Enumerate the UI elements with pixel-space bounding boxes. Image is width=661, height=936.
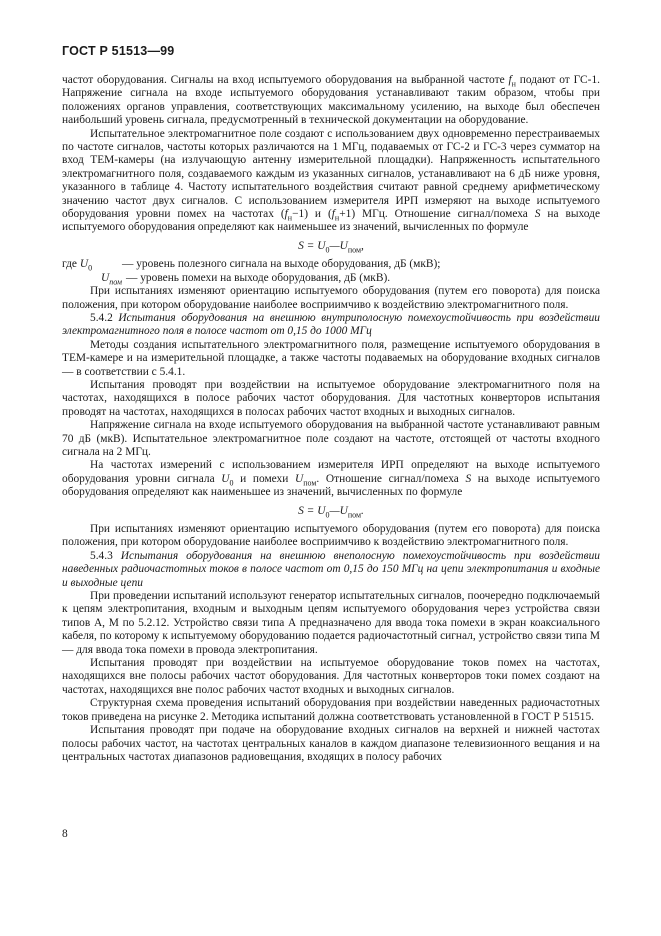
definition-u0: где $U_0$ — уровень полезного сигнала на выходе оборудования, дБ (мкВ); bbox=[62, 258, 441, 273]
section-5-4-3-heading: 5.4.3 Испытания оборудования на внешнюю внеполосную помехоустойчивость при воздействии наведенных радиочастотных токов в полосе частот от 0,15 до 150 МГц на цепи электропитания и входные и выходные цепи bbox=[62, 549, 600, 589]
paragraph-6: Напряжение сигнала на входе испытуемого оборудования на выбранной частоте устанавливают равным 70 дБ (мкВ). Испытательное электромагнитное поле создают на частоте, отстоящей от частоты входного сигнала на 2 МГц. bbox=[62, 419, 600, 458]
paragraph-3: При испытаниях изменяют ориентацию испытуемого оборудования (путем его поворота) для поиска положения, при котором оборудование наиболее восприимчиво к воздействию электромагнитного поля. bbox=[62, 285, 600, 311]
document-body bbox=[62, 74, 600, 764]
paragraph-12: Испытания проводят при подаче на оборудование входных сигналов на верхней и нижней частотах полосы рабочих частот, на частотах центральных каналов в каждом диапазоне телевизионного вещания и на центральных частотах диапазонов радиовещания, входящих в полосу рабочих bbox=[62, 724, 600, 763]
paragraph-11: Структурная схема проведения испытаний оборудования при воздействии наведенных радиочастотных токов приведена на рисунке 2. Методика испытаний должна соответствовать установленной в ГОСТ Р 51515. bbox=[62, 697, 600, 723]
paragraph-10: Испытания проводят при воздействии на испытуемое оборудование токов помех на частотах, находящихся вне полосы рабочих частот оборудования. Для частотных конверторов токи помех создают на частотах, находящихся вне полос рабочих частот входных и выходных сигналов. bbox=[62, 657, 600, 696]
paragraph-9: При проведении испытаний используют генератор испытательных сигналов, поочередно подключаемый к цепям электропитания, входным и выходным цепям испытуемого оборудования через устройства связи типов А, М по 5.2.12. Устройство связи типа А предназначено для ввода тока помехи в экран коаксиального кабеля, по которому к испытуемому оборудованию подается радиочастотный сигнал, устройство связи типа М — для ввода тока помехи в провода электропитания. bbox=[62, 590, 600, 656]
definition-upom: $U_{пом}$ — уровень помехи на выходе оборудования, дБ (мкВ). bbox=[100, 271, 391, 286]
paragraph-7: На частотах измерений с использованием измерителя ИРП определяют на выходе испытуемого оборудования уровни сигнала $U_0$ и помехи $U_{пом}$. Отношение сигнал/помеха S на выходе испытуемого оборудования определяют как наименьшее из значений, вычисленных по формуле bbox=[62, 459, 601, 499]
paragraph-4: Методы создания испытательного электромагнитного поля, размещение испытуемого оборудования в ТЕМ-камере и на измерительной площадке, а также частоты подаваемых на оборудование входных сигналов — в соответствии с 5.4.1. bbox=[62, 338, 600, 378]
section-5-4-2-heading: 5.4.2 Испытания оборудования на внешнюю внутриполосную помехоустойчивость при воздействии электромагнитного поля в полосе частот от 0,15 до 1000 МГц bbox=[62, 311, 600, 338]
document-header: ГОСТ Р 51513—99 bbox=[62, 44, 175, 58]
paragraph-8: При испытаниях изменяют ориентацию испытуемого оборудования (путем его поворота) для поиска положения, при котором оборудование наиболее восприимчиво к воздействию электромагнитного поля. bbox=[62, 523, 600, 549]
paragraph-1: частот оборудования. Сигналы на вход испытуемого оборудования на выбранной частоте $f_н$ подают от ГС-1. Напряжение сигнала на входе испытуемого оборудования устанавливают таким образом, чтобы при положениях органов управления, соответствующих максимальному усилению, на выходе был обеспечен наибольший уровень сигнала, предусмотренный в технической документации на оборудование. bbox=[62, 74, 600, 127]
paragraph-2: Испытательное электромагнитное поле создают с использованием двух одновременно перестраиваемых по частоте сигналов, частоты которых различаются на 1 МГц, подаваемых от ГС-2 и ГС-3 через сумматор на вход ТЕМ-камеры (на излучающую антенну измерительной площадки). Напряженность испытательного электромагнитного поля, создаваемого каждым из указанных сигналов, устанавливают на 6 дБ ниже уровня, указанного в таблице 4. Частоту испытательного воздействия считают равной среднему арифметическому значению частот двух сигналов. С использованием измерителя ИРП измеряют на выходе испытуемого оборудования уровни помех на частотах $(f_н-1)$ и $(f_н+1)$ МГц. Отношение сигнал/помеха S на выходе испытуемого оборудования определяют как наименьшее из значений, вычисленных по формуле bbox=[62, 127, 601, 234]
page-number: 8 bbox=[62, 828, 68, 840]
formula-1: $S = U_0—U_{пом}$, bbox=[298, 239, 364, 255]
formula-2: $S = U_0—U_{пом}$. bbox=[298, 504, 364, 519]
paragraph-5: Испытания проводят при воздействии на испытуемое оборудование электромагнитного поля на частотах, находящихся в полосе рабочих частот оборудования. Для частотных конверторов испытания проводят на частотах, находящихся в полосах рабочих частот входных и выходных сигналов. bbox=[62, 378, 600, 418]
definition-list bbox=[62, 258, 600, 285]
